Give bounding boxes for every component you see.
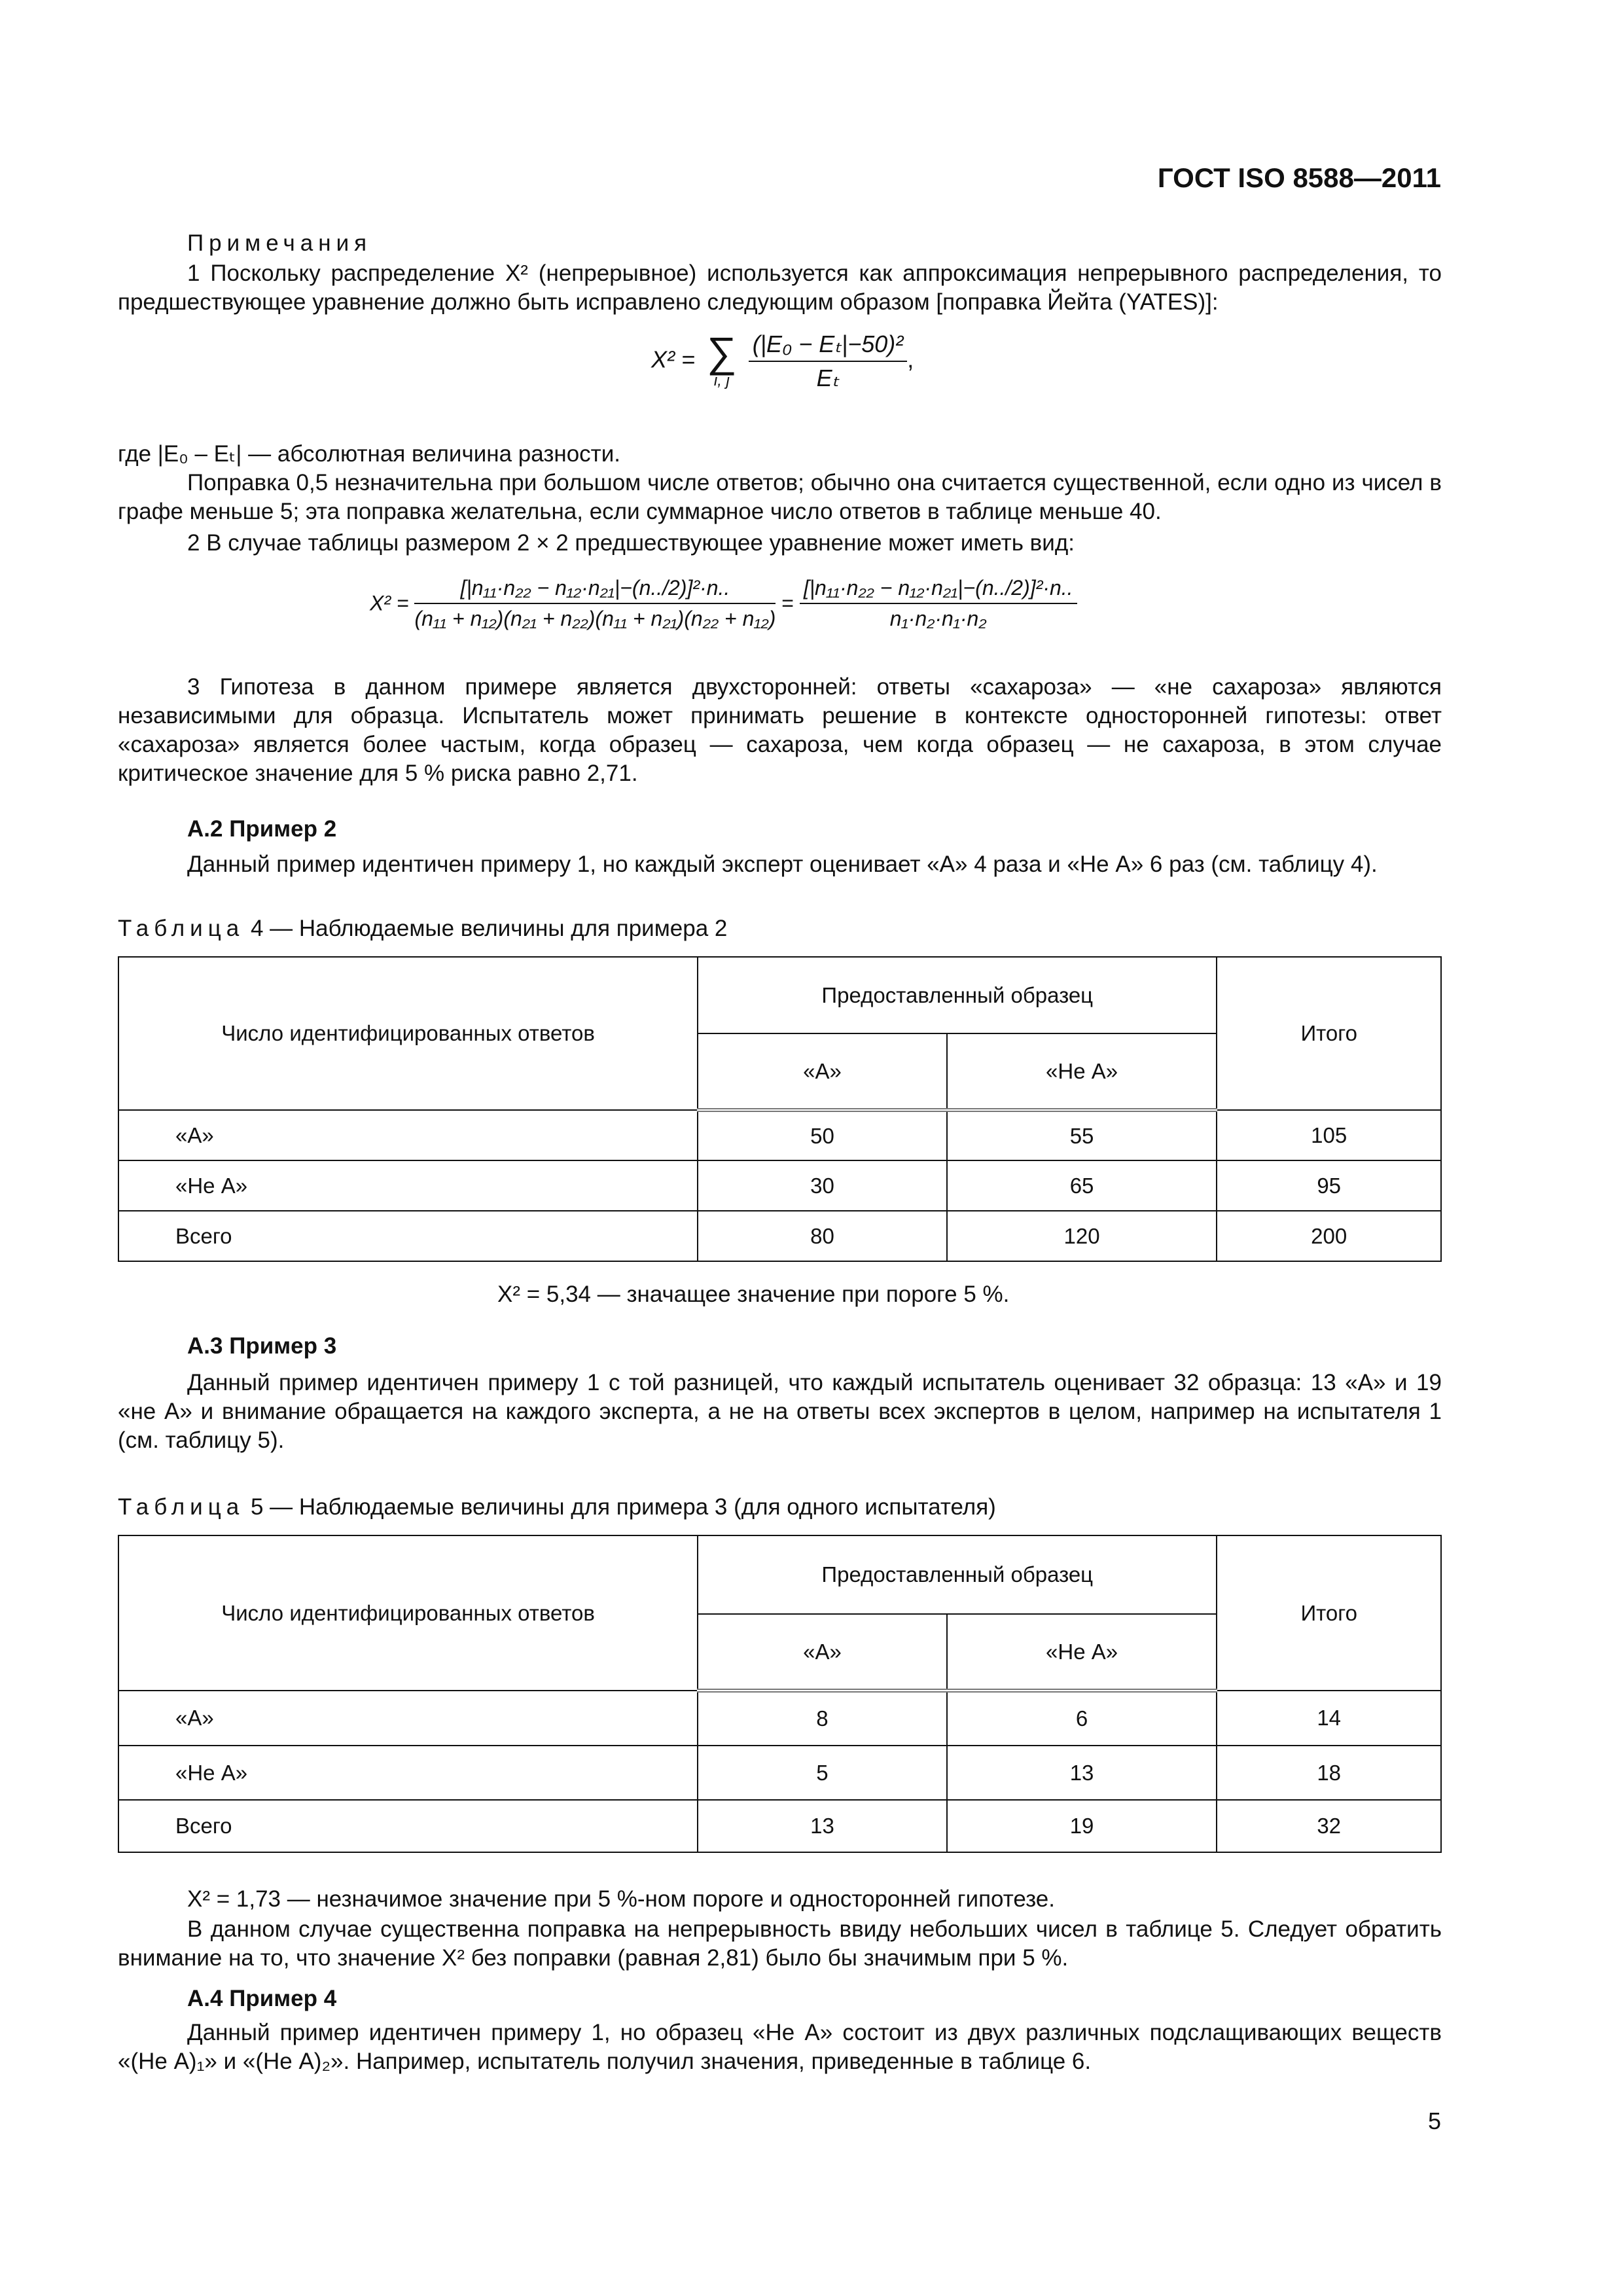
- header-total: Итого: [1217, 1535, 1441, 1691]
- section-a2-heading: А.2 Пример 2: [187, 816, 337, 842]
- formula-numerator: [|n₁₁·n₂₂ − n₁₂·n₂₁|−(n../2)]²·n..: [800, 576, 1077, 604]
- where-text: где |E₀ – Eₜ| — абсолютная величина разности.: [118, 441, 620, 467]
- table-row: «А» 8 6 14: [118, 1691, 1441, 1746]
- formula-numerator: (|E₀ − Eₜ|−50)²: [749, 331, 908, 362]
- notes-title: Примечания: [187, 230, 372, 256]
- header-not-a: «Не А»: [947, 1614, 1217, 1691]
- header-total: Итого: [1217, 957, 1441, 1110]
- header-not-a: «Не А»: [947, 1033, 1217, 1110]
- formula-lhs: X² =: [651, 346, 696, 373]
- section-a3-text: Данный пример идентичен примеру 1 с той разницей, что каждый испытатель оценивает 32 образца: 13 «А» и 19 «не А» и внимание обращается на каждого эксперта, а не на ответы всех экспертов в целом, например на испытателя 1 (см. таблицу 5).: [118, 1370, 1442, 1453]
- section-a2-text: Данный пример идентичен примеру 1, но каждый эксперт оценивает «А» 4 раза и «Не А» 6 раз (см. таблицу 4).: [187, 852, 1378, 877]
- formula-yates: [651, 331, 914, 392]
- formula-numerator: [|n₁₁·n₂₂ − n₁₂·n₂₁|−(n../2)]²·n..: [414, 576, 776, 604]
- table-row: Всего 80 120 200: [118, 1211, 1441, 1261]
- table4-result: X² = 5,34 — значащее значение при пороге 5 %.: [497, 1282, 1010, 1307]
- table5-remark: В данном случае существенна поправка на непрерывность ввиду небольших чисел в таблице 5. Следует обратить внимание на то, что значение X² без поправки (равная 2,81) было бы значимым при 5 %.: [118, 1916, 1442, 1971]
- header-responses: Число идентифицированных ответов: [118, 957, 698, 1110]
- header-a: «А»: [698, 1614, 947, 1691]
- table-row: «А» 50 55 105: [118, 1110, 1441, 1160]
- note-2: 2 В случае таблицы размером 2 × 2 предшествующее уравнение может иметь вид:: [187, 530, 1075, 556]
- table-row: «Не А» 30 65 95: [118, 1160, 1441, 1211]
- note-1: 1 Поскольку распределение X² (непрерывное) используется как аппроксимация непрерывного распределения, то предшествующее уравнение должно быть исправлено следующим образом [поправка Йейта (YATES)]:: [118, 260, 1442, 315]
- header-responses: Число идентифицированных ответов: [118, 1535, 698, 1691]
- formula-denominator: (n₁₁ + n₁₂)(n₂₁ + n₂₂)(n₁₁ + n₂₁)(n₂₂ + n₁₂): [414, 607, 776, 630]
- note-3: 3 Гипотеза в данном примере является двухсторонней: ответы «сахароза» — «не сахароза» являются независимыми для образца. Испытатель может принимать решение в контексте односторонней гипотезы: ответ «сахароза» является более частым, когда образец — сахароза, чем когда образец — не сахароза, в этом случае критическое значение для 5 % риска равно 2,71.: [118, 674, 1442, 786]
- formula-equals: =: [781, 591, 794, 615]
- sum-symbol: ∑ i, j: [707, 329, 737, 389]
- table-4: [118, 956, 1442, 1262]
- table-row: Всего 13 19 32: [118, 1800, 1441, 1852]
- section-a3-heading: А.3 Пример 3: [187, 1333, 337, 1359]
- formula-denominator: Eₜ: [816, 365, 840, 391]
- table-row: «Не А» 5 13 18: [118, 1746, 1441, 1800]
- formula-2x2: [370, 576, 1077, 631]
- page-number: 5: [1427, 2108, 1441, 2134]
- formula-lhs: X² =: [370, 591, 409, 615]
- table4-caption: Таблица 4 — Наблюдаемые величины для примера 2: [118, 916, 728, 941]
- section-a4-text: Данный пример идентичен примеру 1, но образец «Не А» состоит из двух различных подслащивающих веществ «(Не А)₁» и «(Не А)₂». Например, испытатель получил значения, приведенные в таблице 6.: [118, 2020, 1442, 2074]
- formula-comma: ,: [907, 346, 914, 373]
- table-5: [118, 1535, 1442, 1853]
- header-sample: Предоставленный образец: [698, 957, 1217, 1033]
- note-1-correction: Поправка 0,5 незначительна при большом числе ответов; обычно она считается существенной, если одно из чисел в графе меньше 5; эта поправка желательна, если суммарное число ответов в таблице меньше 40.: [118, 470, 1442, 524]
- header-sample: Предоставленный образец: [698, 1535, 1217, 1614]
- formula-denominator: n₁·n₂·n₁·n₂: [889, 607, 987, 630]
- table5-result: X² = 1,73 — незначимое значение при 5 %-ном пороге и односторонней гипотезе.: [187, 1886, 1055, 1912]
- section-a4-heading: А.4 Пример 4: [187, 1986, 337, 2011]
- header-a: «А»: [698, 1033, 947, 1110]
- document-code: ГОСТ ISO 8588—2011: [1157, 162, 1441, 193]
- table5-caption: Таблица 5 — Наблюдаемые величины для примера 3 (для одного испытателя): [118, 1494, 996, 1520]
